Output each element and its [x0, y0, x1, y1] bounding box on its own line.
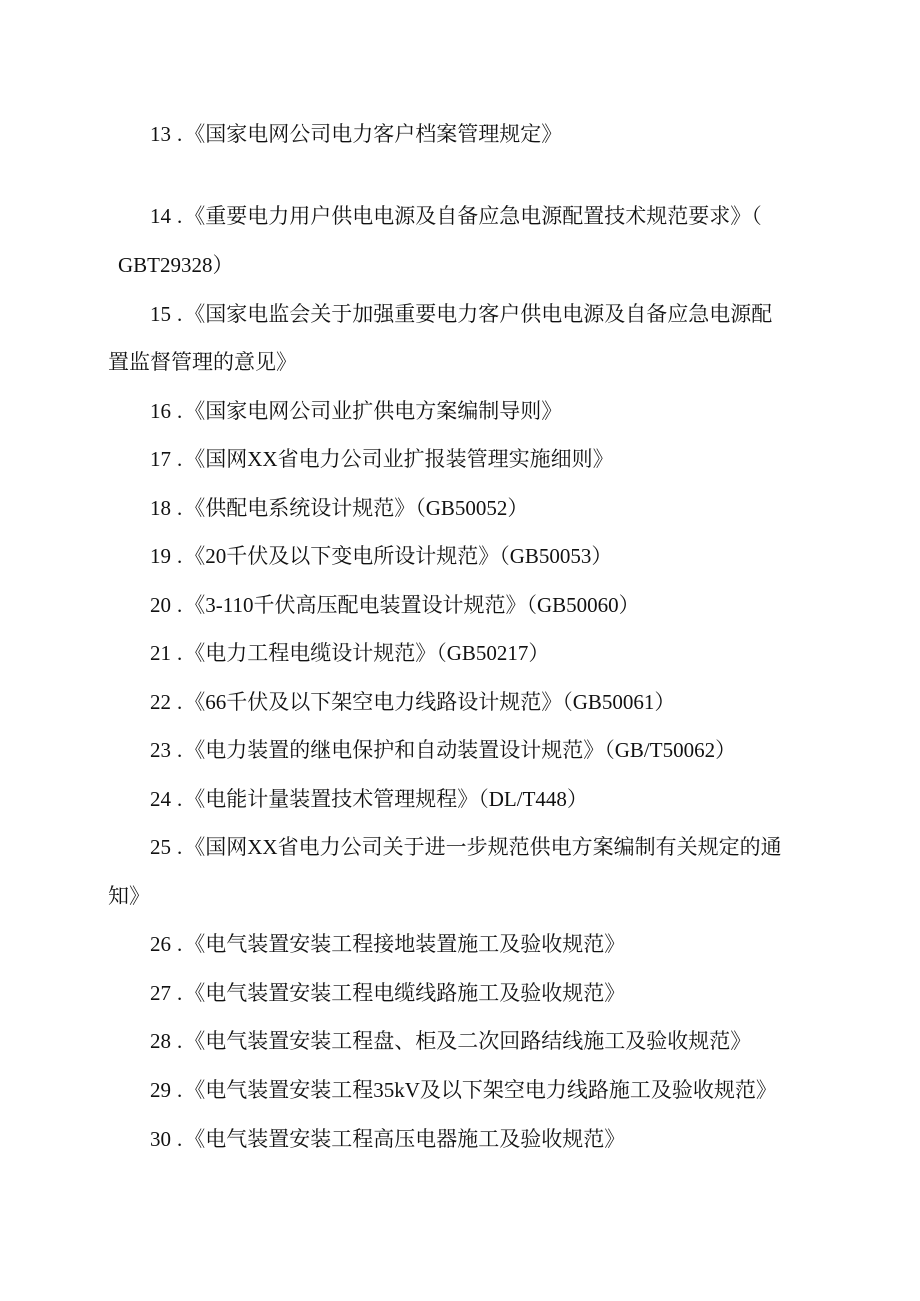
- list-item: [108, 484, 820, 532]
- list-item: [108, 1066, 820, 1114]
- item-separator: .: [177, 981, 183, 1005]
- list-item: [108, 435, 820, 483]
- item-separator: .: [177, 447, 183, 471]
- item-separator: .: [177, 204, 183, 228]
- item-number: 26: [150, 932, 171, 956]
- item-number: 14: [150, 204, 171, 228]
- item-number: 24: [150, 787, 171, 811]
- item-separator: .: [177, 1127, 183, 1151]
- item-separator: .: [177, 932, 183, 956]
- list-item: [108, 1017, 820, 1065]
- item-separator: .: [177, 122, 183, 146]
- item-text: 《电气装置安装工程电缆线路施工及验收规范》: [184, 981, 626, 1005]
- item-separator: .: [177, 738, 183, 762]
- item-separator: .: [177, 641, 183, 665]
- item-number: 28: [150, 1029, 171, 1053]
- item-text: 《电气装置安装工程35kV及以下架空电力线路施工及验收规范》: [184, 1078, 777, 1102]
- item-text: 《国网XX省电力公司业扩报装管理实施细则》: [184, 447, 614, 471]
- item-number: 13: [150, 122, 171, 146]
- item-continuation: GBT29328）: [118, 253, 234, 277]
- list-item: [108, 726, 820, 774]
- item-number: 19: [150, 544, 171, 568]
- item-text: 《国网XX省电力公司关于进一步规范供电方案编制有关规定的通: [184, 835, 782, 859]
- list-item: [108, 1115, 820, 1163]
- item-separator: .: [177, 399, 183, 423]
- list-item: [108, 110, 820, 158]
- list-item: [108, 823, 820, 871]
- item-number: 15: [150, 302, 171, 326]
- item-number: 29: [150, 1078, 171, 1102]
- item-number: 16: [150, 399, 171, 423]
- item-number: 17: [150, 447, 171, 471]
- item-separator: .: [177, 1029, 183, 1053]
- list-item: [108, 629, 820, 677]
- item-number: 20: [150, 593, 171, 617]
- item-continuation: 知》: [108, 884, 150, 908]
- item-separator: .: [177, 1078, 183, 1102]
- list-item: [108, 581, 820, 629]
- item-text: 《供配电系统设计规范》（GB50052）: [184, 496, 529, 520]
- item-text: 《国家电网公司业扩供电方案编制导则》: [184, 399, 563, 423]
- list-item: [108, 290, 820, 338]
- item-separator: .: [177, 690, 183, 714]
- item-separator: .: [177, 302, 183, 326]
- list-item: [108, 387, 820, 435]
- list-item: [108, 775, 820, 823]
- item-number: 27: [150, 981, 171, 1005]
- item-continuation: 置监督管理的意见》: [108, 350, 297, 374]
- item-number: 21: [150, 641, 171, 665]
- item-text: 《重要电力用户供电电源及自备应急电源配置技术规范要求》（: [184, 204, 762, 228]
- item-number: 23: [150, 738, 171, 762]
- item-text: 《20千伏及以下变电所设计规范》（GB50053）: [184, 544, 613, 568]
- item-text: 《电气装置安装工程接地装置施工及验收规范》: [184, 932, 626, 956]
- item-separator: .: [177, 544, 183, 568]
- item-text: 《3-110千伏高压配电装置设计规范》（GB50060）: [184, 593, 640, 617]
- item-separator: .: [177, 593, 183, 617]
- list-item: [108, 920, 820, 968]
- item-number: 30: [150, 1127, 171, 1151]
- item-number: 18: [150, 496, 171, 520]
- item-separator: .: [177, 787, 183, 811]
- list-item: [108, 678, 820, 726]
- item-separator: .: [177, 835, 183, 859]
- item-number: 22: [150, 690, 171, 714]
- item-text: 《国家电监会关于加强重要电力客户供电电源及自备应急电源配: [184, 302, 773, 326]
- list-item: [108, 532, 820, 580]
- list-item: [108, 969, 820, 1017]
- item-separator: .: [177, 496, 183, 520]
- item-text: 《电气装置安装工程高压电器施工及验收规范》: [184, 1127, 626, 1151]
- item-text: 《66千伏及以下架空电力线路设计规范》（GB50061）: [184, 690, 676, 714]
- item-text: 《电力装置的继电保护和自动装置设计规范》（GB/T50062）: [184, 738, 737, 762]
- item-text: 《国家电网公司电力客户档案管理规定》: [184, 122, 563, 146]
- item-text: 《电力工程电缆设计规范》（GB50217）: [184, 641, 550, 665]
- item-text: 《电气装置安装工程盘、柜及二次回路结线施工及验收规范》: [184, 1029, 752, 1053]
- item-number: 25: [150, 835, 171, 859]
- item-text: 《电能计量装置技术管理规程》（DL/T448）: [184, 787, 588, 811]
- list-item: [108, 192, 820, 240]
